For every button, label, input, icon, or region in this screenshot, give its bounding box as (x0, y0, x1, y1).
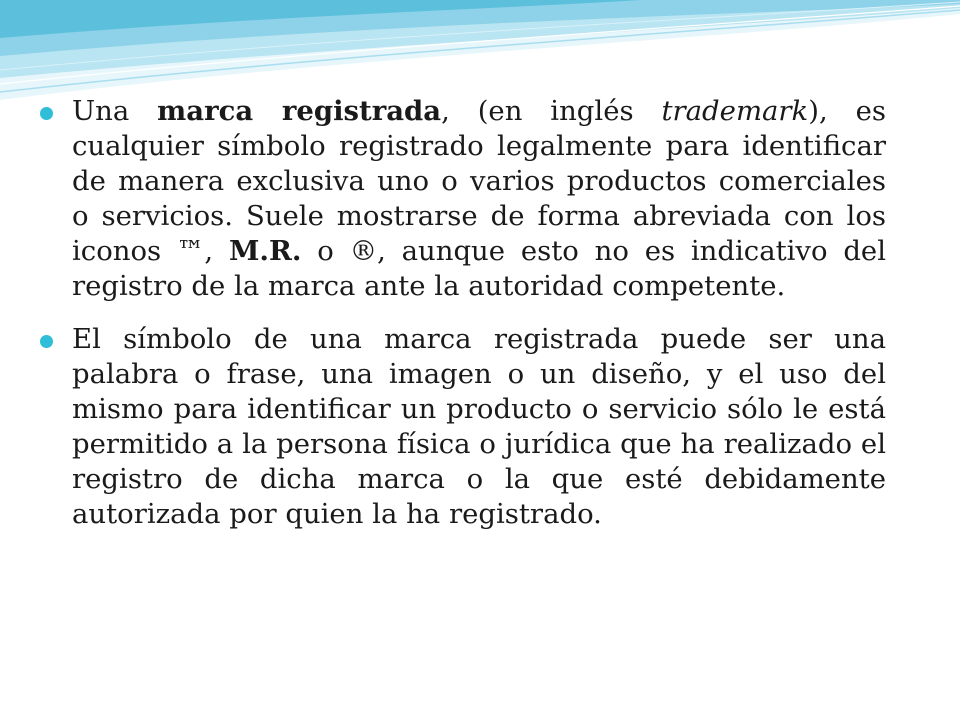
text-segment: o ®, aunque esto no es indicativo del registro de la marca ante la autoridad competente. (72, 235, 886, 302)
bullet-dot-icon (40, 107, 53, 120)
text-segment: ), es cualquier símbolo registrado legalmente para identificar de manera exclusiva uno o varios productos comerciales o servicios. Suele mostrarse de forma abreviada con los iconos ™, (72, 95, 886, 267)
text-segment-bold: marca registrada (157, 95, 442, 127)
text-segment: , (en inglés (441, 95, 662, 127)
text-segment: Una (72, 95, 158, 127)
bullet-item-trademark-usage (40, 322, 886, 532)
text-segment-italic: trademark (661, 95, 809, 127)
bullet-item-trademark-definition (40, 94, 886, 304)
text-segment: El símbolo de una marca registrada puede ser una palabra o frase, una imagen o un diseño, y el uso del mismo para identificar un producto o servicio sólo le está permitido a la persona física o jurídica que ha realizado el registro de dicha marca o la que esté debidamente autorizada por quien la ha registrado. (72, 323, 886, 530)
bullet-text (72, 322, 886, 532)
slide-content (40, 94, 886, 550)
text-segment-bold: M.R. (228, 235, 302, 267)
bullet-text (72, 94, 886, 304)
bullet-dot-icon (40, 335, 53, 348)
